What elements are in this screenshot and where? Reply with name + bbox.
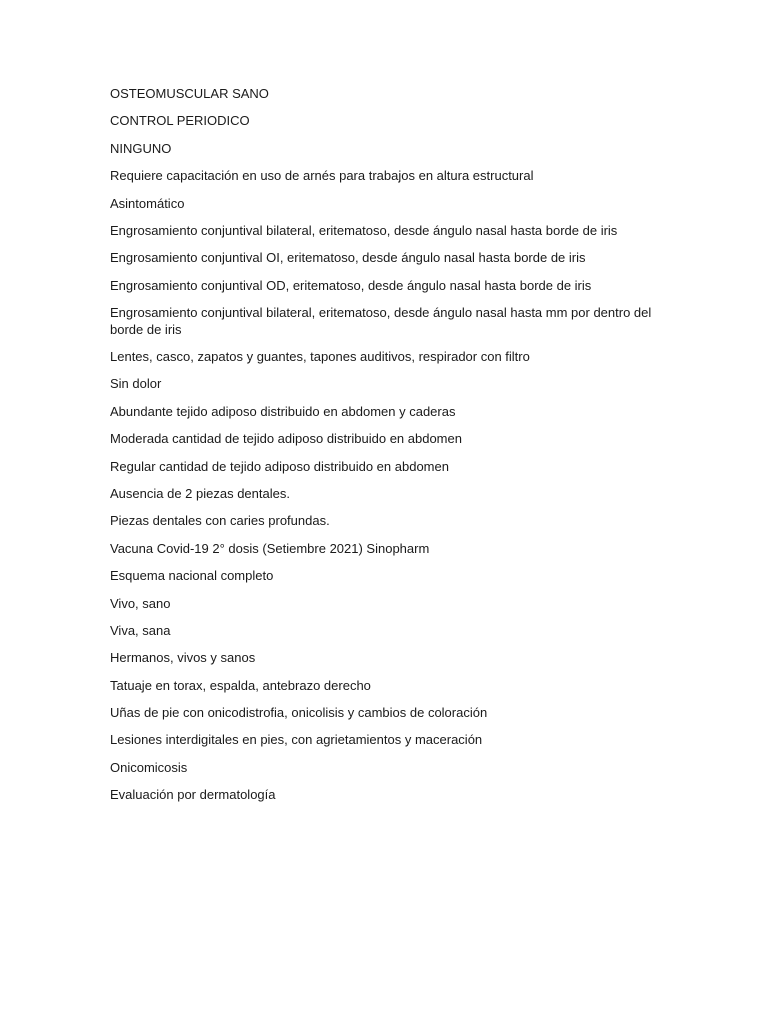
paragraph: NINGUNO [110,140,172,156]
paragraph: Lesiones interdigitales en pies, con agrietamientos y maceración [110,732,483,748]
paragraph: Uñas de pie con onicodistrofia, onicolisis y cambios de coloración [110,705,488,721]
paragraph: Ausencia de 2 piezas dentales. [110,485,290,501]
paragraph: Engrosamiento conjuntival bilateral, eritematoso, desde ángulo nasal hasta borde de iris [110,222,618,238]
paragraph: Viva, sana [110,622,171,638]
paragraph: Abundante tejido adiposo distribuido en abdomen y caderas [110,403,456,419]
paragraph: Evaluación por dermatología [110,787,276,803]
paragraph: Engrosamiento conjuntival OI, eritematoso, desde ángulo nasal hasta borde de iris [110,250,586,266]
document-body [110,86,670,815]
paragraph: OSTEOMUSCULAR SANO [110,86,269,101]
paragraph: Lentes, casco, zapatos y guantes, tapones auditivos, respirador con filtro [110,349,530,365]
paragraph: Tatuaje en torax, espalda, antebrazo derecho [110,677,371,693]
paragraph: Onicomicosis [110,759,188,775]
paragraph: Requiere capacitación en uso de arnés para trabajos en altura estructural [110,168,534,184]
paragraph: Moderada cantidad de tejido adiposo distribuido en abdomen [110,431,462,447]
paragraph: CONTROL PERIODICO [110,113,250,129]
paragraph: Engrosamiento conjuntival OD, eritematoso, desde ángulo nasal hasta borde de iris [110,277,592,293]
paragraph: Vivo, sano [110,595,171,611]
paragraph: Piezas dentales con caries profundas. [110,513,330,529]
paragraph: Esquema nacional completo [110,568,274,584]
paragraph: Engrosamiento conjuntival bilateral, eritematoso, desde ángulo nasal hasta mm por dentro del borde de iris [110,305,652,337]
paragraph: Sin dolor [110,376,162,392]
paragraph: Vacuna Covid-19 2° dosis (Setiembre 2021) Sinopharm [110,540,430,556]
paragraph: Regular cantidad de tejido adiposo distribuido en abdomen [110,458,449,474]
paragraph: Asintomático [110,195,185,211]
paragraph: Hermanos, vivos y sanos [110,650,256,666]
